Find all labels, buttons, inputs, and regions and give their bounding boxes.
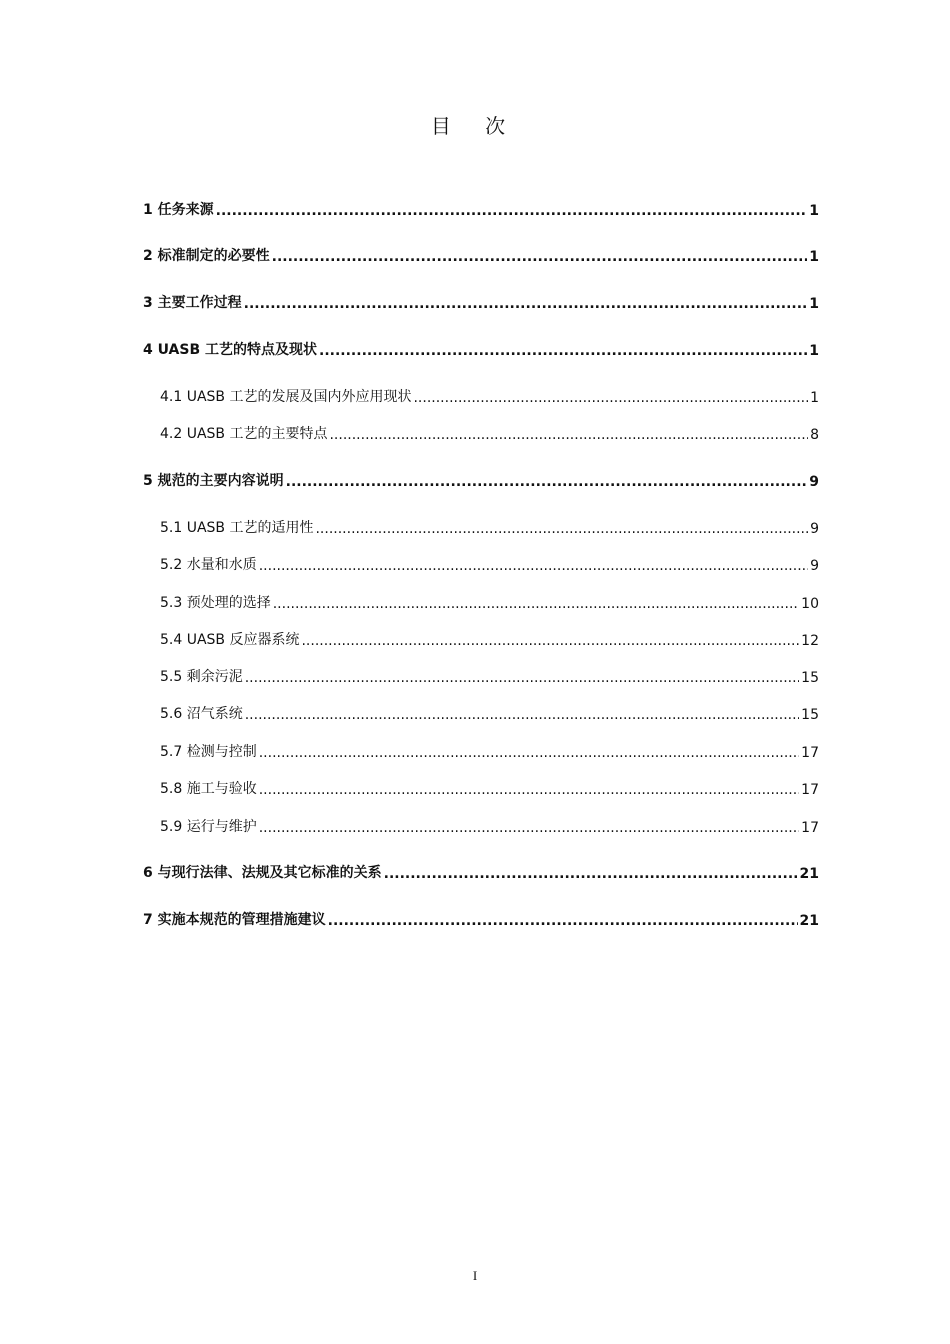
toc-entry-text: 1 任务来源 — [143, 202, 214, 218]
toc-entry-page: 17 — [801, 782, 819, 798]
toc-leader — [413, 390, 808, 406]
toc-entry-page: 12 — [801, 633, 819, 649]
toc-leader — [259, 558, 808, 574]
toc-entry-page: 17 — [801, 745, 819, 761]
toc-entry[interactable] — [143, 197, 819, 219]
toc-leader — [244, 296, 808, 312]
toc-entry-text: 5.8 施工与验收 — [160, 781, 257, 797]
toc-entry-text: 7 实施本规范的管理措施建议 — [143, 912, 326, 928]
toc-leader — [273, 596, 799, 612]
toc-entry-text: 4.1 UASB 工艺的发展及国内外应用现状 — [160, 389, 412, 405]
toc-entry-page: 9 — [810, 521, 819, 537]
toc-entry[interactable] — [143, 243, 819, 265]
toc-leader — [286, 474, 808, 490]
toc-entry[interactable] — [160, 384, 819, 406]
toc-leader — [272, 249, 808, 265]
toc-entry-page: 21 — [799, 866, 819, 882]
toc-entry[interactable] — [143, 860, 819, 882]
toc-entry-text: 5 规范的主要内容说明 — [143, 473, 284, 489]
toc-entry-text: 5.5 剩余污泥 — [160, 669, 243, 685]
toc-entry-text: 5.9 运行与维护 — [160, 819, 257, 835]
toc-entry-text: 4 UASB 工艺的特点及现状 — [143, 342, 318, 358]
toc-entry[interactable] — [160, 664, 819, 686]
toc-entry-page: 17 — [801, 820, 819, 836]
toc-entry[interactable] — [160, 739, 819, 761]
toc-entry-text: 3 主要工作过程 — [143, 295, 242, 311]
toc-entry[interactable] — [160, 701, 819, 723]
toc-entry[interactable] — [160, 590, 819, 612]
toc-entry-page: 1 — [809, 296, 819, 312]
toc-entry[interactable] — [160, 421, 819, 443]
toc-entry-text: 2 标准制定的必要性 — [143, 248, 270, 264]
toc-entry-page: 9 — [809, 474, 819, 490]
toc-leader — [216, 203, 808, 219]
toc-entry[interactable] — [160, 515, 819, 537]
toc-leader — [259, 745, 799, 761]
page-title: 目 次 — [430, 114, 520, 138]
toc-leader — [245, 670, 799, 686]
toc-entry[interactable] — [143, 907, 819, 929]
toc-entry-page: 1 — [809, 203, 819, 219]
toc-entry-text: 5.6 沼气系统 — [160, 706, 243, 722]
toc-entry-page: 9 — [810, 558, 819, 574]
toc-entry[interactable] — [160, 552, 819, 574]
toc-leader — [259, 820, 799, 836]
toc-leader — [329, 427, 808, 443]
toc-entry-page: 15 — [801, 707, 819, 723]
toc-leader — [259, 782, 799, 798]
toc-entry-page: 1 — [809, 249, 819, 265]
toc-entry-text: 5.1 UASB 工艺的适用性 — [160, 520, 314, 536]
page-number: I — [472, 1268, 478, 1283]
toc-entry[interactable] — [143, 337, 819, 359]
toc-entry-text: 5.7 检测与控制 — [160, 744, 257, 760]
toc-entry-page: 1 — [809, 343, 819, 359]
toc-leader — [315, 521, 808, 537]
toc-leader — [328, 913, 798, 929]
toc-entry-text: 5.2 水量和水质 — [160, 557, 257, 573]
toc-entry[interactable] — [143, 468, 819, 490]
toc-entry-page: 10 — [801, 596, 819, 612]
toc-entry-page: 8 — [810, 427, 819, 443]
toc-leader — [384, 866, 798, 882]
toc-entry-text: 6 与现行法律、法规及其它标准的关系 — [143, 865, 382, 881]
toc-entry[interactable] — [143, 290, 819, 312]
toc-entry[interactable] — [160, 627, 819, 649]
toc-entry-text: 5.4 UASB 反应器系统 — [160, 632, 300, 648]
toc-entry[interactable] — [160, 814, 819, 836]
toc-entry-page: 21 — [799, 913, 819, 929]
toc-leader — [319, 343, 807, 359]
toc-entry-text: 5.3 预处理的选择 — [160, 595, 271, 611]
toc-entry-page: 15 — [801, 670, 819, 686]
toc-leader — [301, 633, 799, 649]
toc-entry-text: 4.2 UASB 工艺的主要特点 — [160, 426, 328, 442]
toc-entry[interactable] — [160, 776, 819, 798]
toc-leader — [245, 707, 799, 723]
toc-entry-page: 1 — [810, 390, 819, 406]
